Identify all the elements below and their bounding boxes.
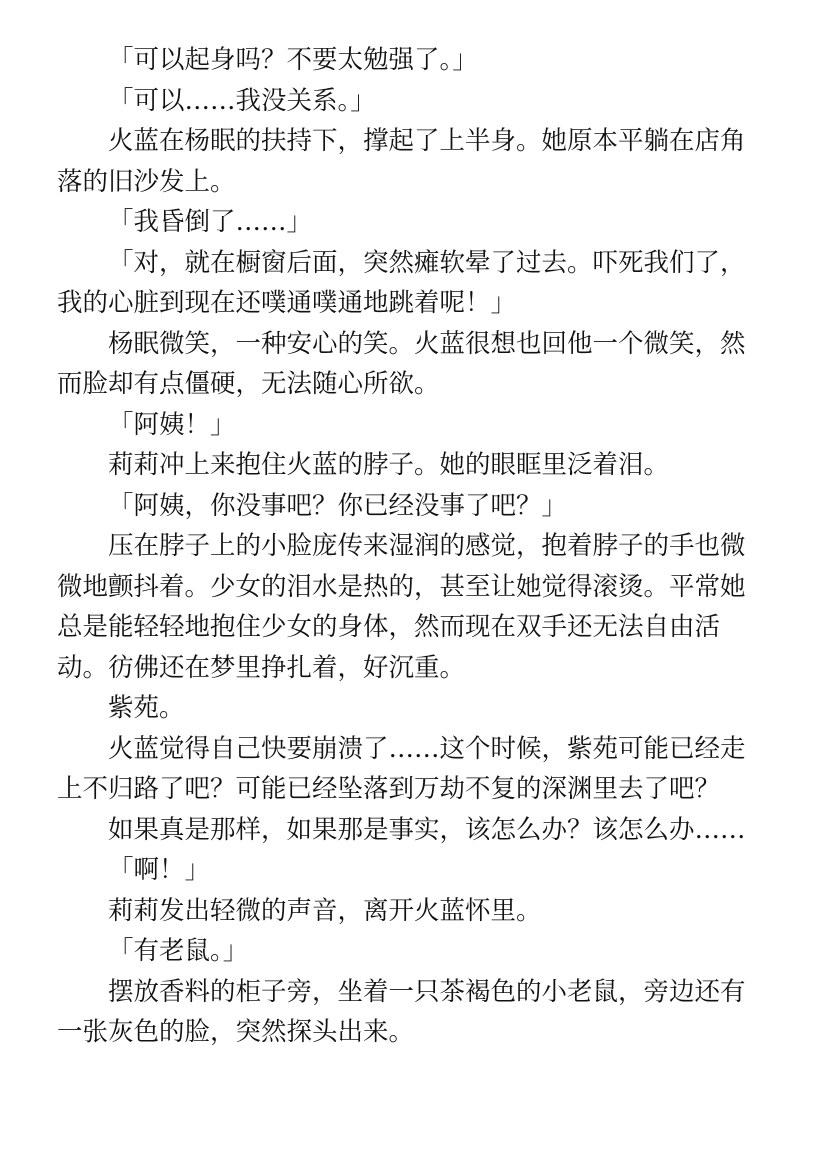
narration-paragraph: 火蓝觉得自己快要崩溃了……这个时候，紫苑可能已经走上不归路了吧？可能已经坠落到万劫不复的深渊里去了吧？ xyxy=(57,733,746,804)
narration-paragraph: 莉莉发出轻微的声音，离开火蓝怀里。 xyxy=(108,895,542,926)
dialogue-paragraph: 「我昏倒了……」 xyxy=(108,207,313,237)
dialogue-paragraph: 「可以起身吗？不要太勉强了。」 xyxy=(108,45,478,75)
narration-paragraph: 如果真是那样，如果那是事实，该怎么办？该怎么办…… xyxy=(108,814,746,845)
dialogue-paragraph: 「对，就在橱窗后面，突然瘫软晕了过去。吓死我们了，我的心脏到现在还噗通噗通地跳着呢！」 xyxy=(57,247,746,318)
dialogue-paragraph: 「阿姨，你没事吧？你已经没事了吧？」 xyxy=(108,490,568,521)
dialogue-paragraph: 「有老鼠。」 xyxy=(108,936,249,966)
narration-paragraph: 杨眠微笑，一种安心的笑。火蓝很想也回他一个微笑，然而脸却有点僵硬，无法随心所欲。 xyxy=(57,328,746,399)
narration-paragraph: 摆放香料的柜子旁，坐着一只茶褐色的小老鼠，旁边还有一张灰色的脸，突然探头出来。 xyxy=(57,976,746,1047)
dialogue-paragraph: 「阿姨！」 xyxy=(108,409,236,440)
narration-paragraph: 火蓝在杨眠的扶持下，撑起了上半身。她原本平躺在店角落的旧沙发上。 xyxy=(57,126,746,197)
dialogue-paragraph: 「可以……我没关系。」 xyxy=(108,85,376,116)
narration-paragraph: 莉莉冲上来抱住火蓝的脖子。她的眼眶里泛着泪。 xyxy=(108,450,670,480)
narration-paragraph: 压在脖子上的小脸庞传来湿润的感觉，抱着脖子的手也微微地颤抖着。少女的泪水是热的，甚至让她觉得滚烫。平常她总是能轻轻地抱住少女的身体，然而现在双手还无法自由活动。彷佛还在梦里挣扎着，好沉重。 xyxy=(57,531,746,683)
narration-paragraph: 紫苑。 xyxy=(108,693,185,723)
document-page xyxy=(57,40,757,1053)
dialogue-paragraph: 「啊！」 xyxy=(108,855,211,885)
